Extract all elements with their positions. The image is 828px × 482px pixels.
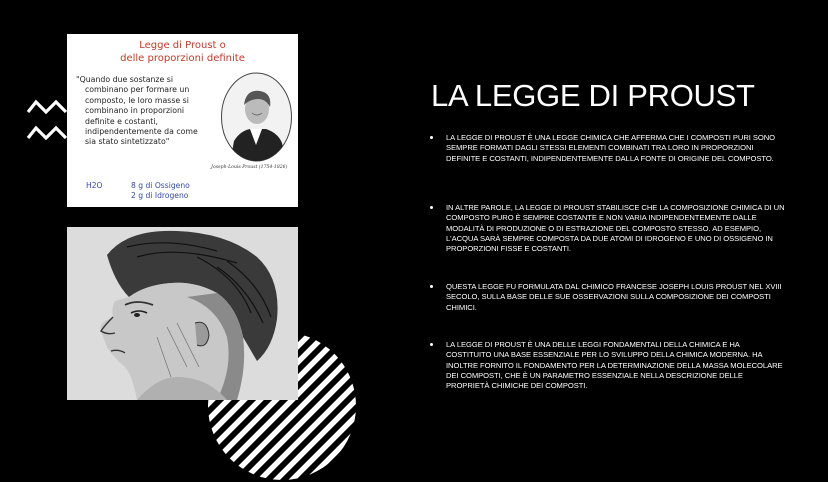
bullet-text: LA LEGGE DI PROUST È UNA DELLE LEGGI FONDAMENTALI DELLA CHIMICA E HA COSTITUITO UNA BASE ESSENZIALE PER LO SVILUPPO DELLA CHIMICA MODERNA. HA INOLTRE FORNITO IL FONDAMENTO PER LA DETERMINAZIONE DELLA MASSA MOLECOLARE DEI COMPOSTI, CHE È UN PARAMETRO ESSENZIALE NELLA DESCRIZIONE DELLE PROPRIETÀ CHIMICHE DEI COMPOSTI. xyxy=(446,340,783,391)
proust-engraving-portrait xyxy=(67,227,298,400)
quote-line: indipendentemente da come xyxy=(85,127,198,137)
bullet-dot-icon xyxy=(430,343,433,346)
slide-title: LA LEGGE DI PROUST xyxy=(431,78,755,113)
proust-law-card xyxy=(67,34,298,207)
zigzag-decoration xyxy=(26,98,70,148)
quote-line: sia stato sintetizzato" xyxy=(85,137,170,147)
quote-line: combinano in proporzioni xyxy=(85,106,185,116)
bullet-text: IN ALTRE PAROLE, LA LEGGE DI PROUST STABILISCE CHE LA COMPOSIZIONE CHIMICA DI UN COMPOSTO PURO È SEMPRE COSTANTE E NON VARIA INDIPENDENTEMENTE DALLE MODALITÀ DI PRODUZIONE O DI ESTRAZIONE DEL COMPOSTO STESSO. AD ESEMPIO, L'ACQUA SARÀ SEMPRE COMPOSTA DA DUE ATOMI DI IDROGENO E UNO DI OSSIGENO IN PROPORZIONI FISSE E COSTANTI. xyxy=(446,203,785,254)
bullet-dot-icon xyxy=(430,285,433,288)
quote-line: combinano per formare un xyxy=(85,85,190,95)
bullet-text: QUESTA LEGGE FU FORMULATA DAL CHIMICO FRANCESE JOSEPH LOUIS PROUST NEL XVIII SECOLO, SULLA BASE DELLE SUE OSSERVAZIONI SULLA COMPOSIZIONE DEI COMPOSTI CHIMICI. xyxy=(446,282,782,312)
hydrogen-amount: 2 g di Idrogeno xyxy=(131,191,189,200)
oxygen-amount: 8 g di Ossigeno xyxy=(131,181,190,190)
proust-portrait-small xyxy=(220,71,293,163)
card-title-line2: delle proporzioni definite xyxy=(120,53,245,64)
bullet-dot-icon xyxy=(430,136,433,139)
bullet-text: LA LEGGE DI PROUST È UNA LEGGE CHIMICA CHE AFFERMA CHE I COMPOSTI PURI SONO SEMPRE FORMATI DAGLI STESSI ELEMENTI COMBINATI TRA LORO IN PROPORZIONI DEFINITE E COSTANTI, INDIPENDENTEMENTE DALLA FONTE DI ORIGINE DEL COMPOSTO. xyxy=(446,133,776,163)
quote-line: "Quando due sostanze si xyxy=(76,75,174,84)
law-quote xyxy=(76,75,216,148)
quote-line: definite e costanti, xyxy=(85,116,158,126)
portrait-caption: Joseph-Louis Proust (1754-1826) xyxy=(211,165,288,170)
bullet-dot-icon xyxy=(430,206,433,209)
quote-line: composto, le loro masse si xyxy=(85,95,189,105)
water-formula: H2O xyxy=(86,181,103,190)
card-title-line1: Legge di Proust o xyxy=(139,40,226,51)
